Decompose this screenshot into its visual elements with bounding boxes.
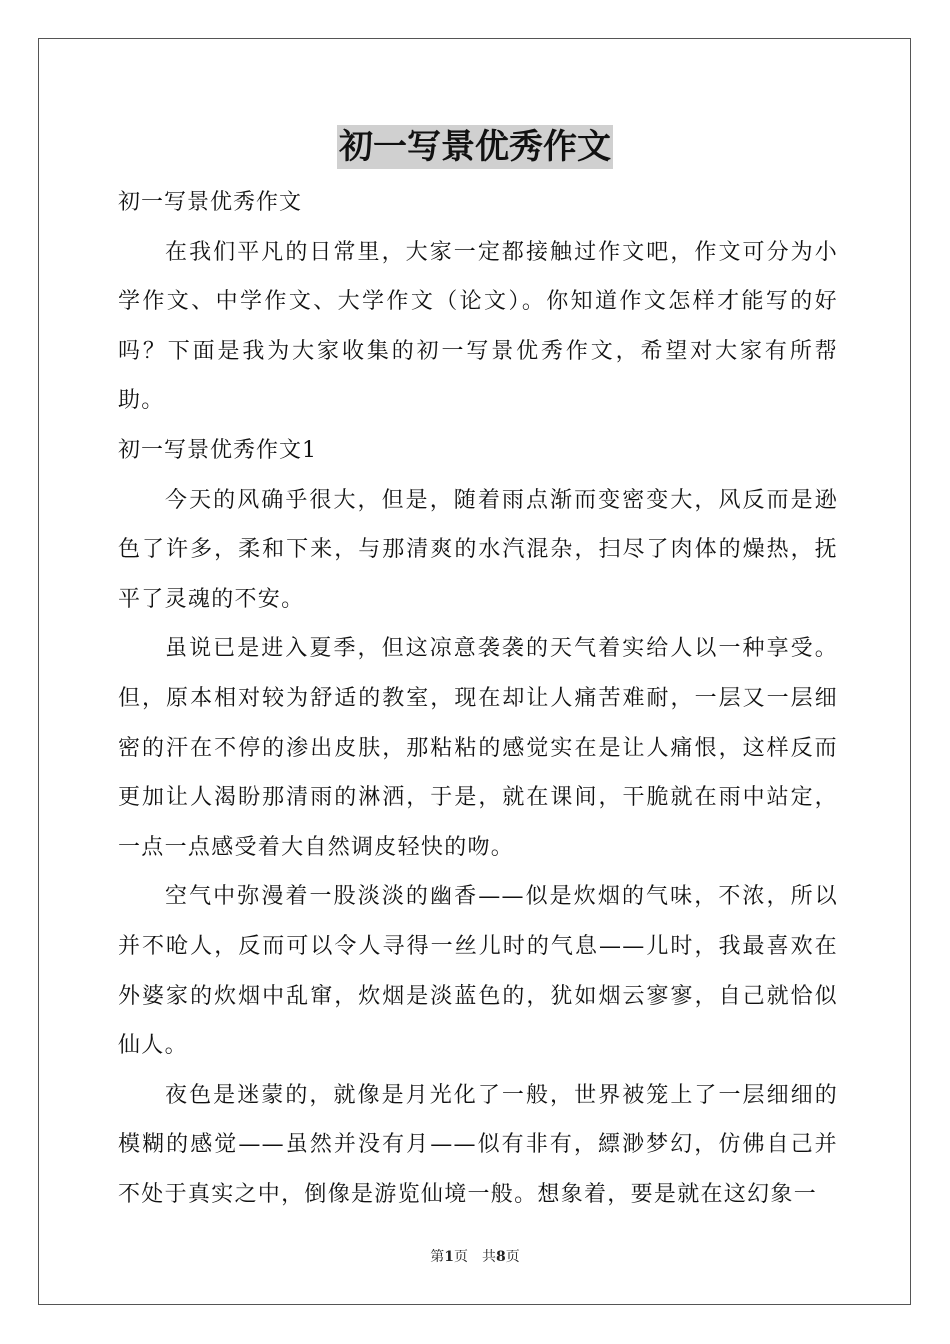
body-paragraph-2: 虽说已是进入夏季，但这凉意袭袭的天气着实给人以一种享受。但，原本相对较为舒适的教室，现在却让人痛苦难耐，一层又一层细密的汗在不停的渗出皮肤，那粘粘的感觉实在是让人痛恨，这样反而更加让人渴盼那清雨的淋洒，于是，就在课间，干脆就在雨中站定，一点一点感受着大自然调皮轻快的吻。 xyxy=(118,636,838,860)
document-subtitle: 初一写景优秀作文 xyxy=(118,190,303,215)
page-prefix: 第 xyxy=(430,1249,445,1265)
total-prefix: 共 xyxy=(482,1249,496,1265)
body-paragraph-1: 今天的风确乎很大，但是，随着雨点渐而变密变大，风反而是逊色了许多，柔和下来，与那清爽的水汽混杂，扫尽了肉体的燥热，抚平了灵魂的不安。 xyxy=(118,487,838,612)
page-footer xyxy=(0,1246,950,1266)
body-paragraph-3: 空气中弥漫着一股淡淡的幽香——似是炊烟的气味，不浓，所以并不呛人，反而可以令人寻得一丝儿时的气息——儿时，我最喜欢在外婆家的炊烟中乱窜，炊烟是淡蓝色的，犹如烟云寥寥，自己就恰似仙人。 xyxy=(118,884,838,1059)
section-heading: 初一写景优秀作文1 xyxy=(118,437,317,463)
document-body xyxy=(118,178,838,1219)
intro-paragraph: 在我们平凡的日常里，大家一定都接触过作文吧，作文可分为小学作文、中学作文、大学作文（论文）。你知道作文怎样才能写的好吗？下面是我为大家收集的初一写景优秀作文，希望对大家有所帮助。 xyxy=(118,239,838,414)
body-paragraph-4: 夜色是迷蒙的，就像是月光化了一般，世界被笼上了一层细细的模糊的感觉——虽然并没有月——似有非有，縹渺梦幻，仿佛自己并不处于真实之中，倒像是游览仙境一般。想象着，要是就在这幻象一 xyxy=(118,1082,838,1207)
document-title: 初一写景优秀作文 xyxy=(339,127,611,167)
total-pages: 8 xyxy=(496,1249,506,1265)
title-container xyxy=(0,125,950,169)
total-suffix: 页 xyxy=(505,1249,520,1265)
page-number: 1 xyxy=(444,1249,454,1265)
page-suffix: 页 xyxy=(454,1249,468,1265)
